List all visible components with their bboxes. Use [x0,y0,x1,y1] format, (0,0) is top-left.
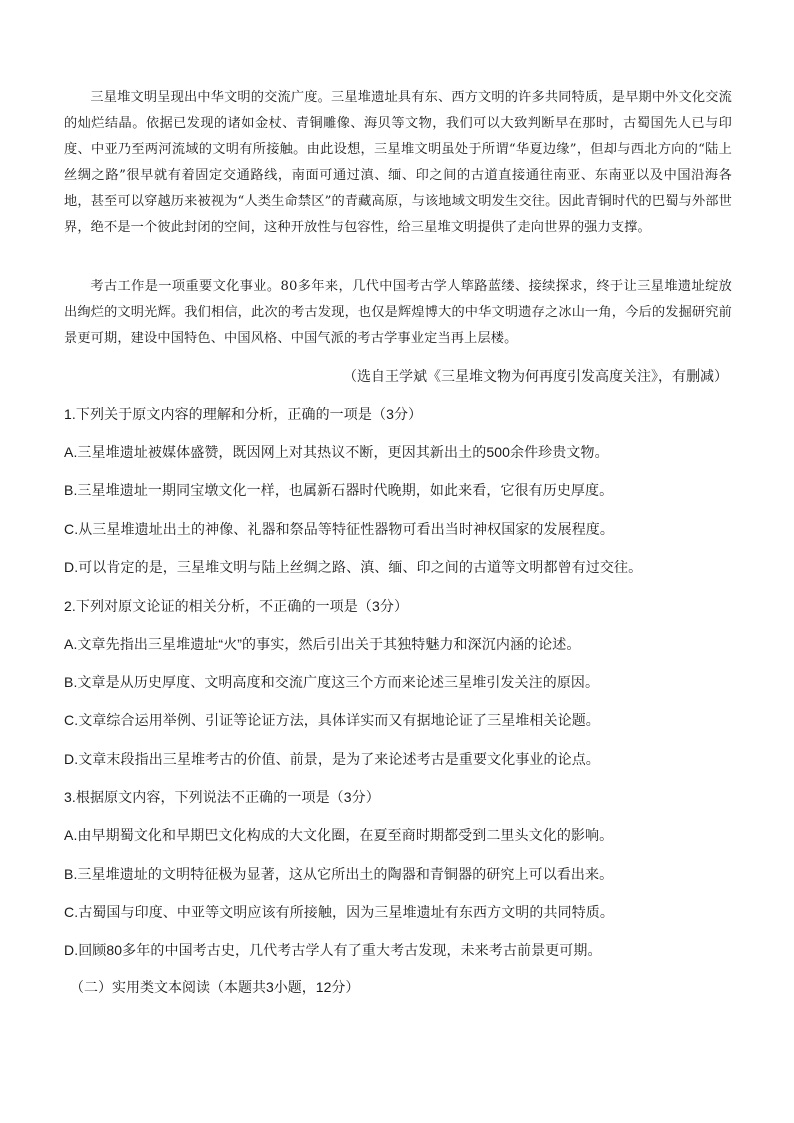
question-3-option-a: A.由早期蜀文化和早期巴文化构成的大文化圈，在夏至商时期都受到二里头文化的影响。 [64,827,614,843]
question-2-option-b: B.文章是从历史厚度、文明高度和交流广度这三个方而来论述三星堆引发关注的原因。 [64,674,600,690]
passage-paragraph-2: 考古工作是一项重要文化事业。80多年来，几代中国考古学人筚路蓝缕、接续探求，终于让三星堆遗址绽放出绚烂的文明光辉。我们相信，此次的考古发现，也仅是辉煌博大的中华文明遗存之冰山一角，今后的发掘研究前景更可期，建设中国特色、中国风格、中国气派的考古学事业定当再上层楼。 [64,279,732,346]
question-3-option-d: D.回顾80多年的中国考古史，几代考古学人有了重大考古发现，未来考古前景更可期。 [64,942,602,958]
section-heading-practical-reading: （二）实用类文本阅读（本题共3小题，12分） [70,979,360,995]
question-3-stem: 3.根据原文内容，下列说法不正确的一项是（3分） [64,789,380,805]
passage-source-citation: （选自王学斌《三星堆文物为何再度引发高度关注》，有删减） [343,368,728,384]
question-2-option-a: A.文章先指出三星堆遗址“火”的事实，然后引出关于其独特魅力和深沉内涵的论述。 [64,636,581,652]
question-2-option-c: C.文章综合运用举例、引证等论证方法，具体详实而又有据地论证了三星堆相关论题。 [64,712,600,728]
passage-paragraph-1: 三星堆文明呈现出中华文明的交流广度。三星堆遗址具有东、西方文明的许多共同特质，是早期中外文化交流的灿烂结晶。依据已发现的诸如金杖、青铜雕像、海贝等文物，我们可以大致判断早在那时，古蜀国先人已与印度、中亚乃至两河流域的文明有所接触。由此设想，三星堆文明虽处于所谓“华夏边缘”，但却与西北方向的“陆上丝绸之路”很早就有着固定交通路线，南面可通过滇、缅、印之间的古道直接通往南亚、东南亚以及中国沿海各地，甚至可以穿越历来被视为“人类生命禁区”的青藏高原，与该地域文明发生交往。因此青铜时代的巴蜀与外部世界，绝不是一个彼此封闭的空间，这种开放性与包容性，给三星堆文明提供了走向世界的强力支撑。 [64,90,732,235]
question-2-option-d: D.文章末段指出三星堆考古的价值、前景，是为了来论述考古是重要文化事业的论点。 [64,751,600,767]
question-1-option-b: B.三星堆遗址一期同宝墩文化一样，也属新石器时代晚期，如此来看，它很有历史厚度。 [64,482,614,498]
question-1-option-a: A.三星堆遗址被媒体盛赞，既因网上对其热议不断，更因其新出土的500余件珍贵文物。 [64,444,609,460]
question-3-option-c: C.古蜀国与印度、中亚等文明应该有所接触，因为三星堆遗址有东西方文明的共同特质。 [64,904,614,920]
question-1-stem: 1.下列关于原文内容的理解和分析，正确的一项是（3分） [64,406,423,422]
question-1-option-d: D.可以肯定的是，三星堆文明与陆上丝绸之路、滇、缅、印之间的古道等文明都曾有过交往。 [64,559,643,575]
question-2-stem: 2.下列对原文论证的相关分析，不正确的一项是（3分） [64,598,409,614]
question-3-option-b: B.三星堆遗址的文明特征极为显著，这从它所出土的陶器和青铜器的研究上可以看出来。 [64,866,614,882]
question-1-option-c: C.从三星堆遗址出土的神像、礼器和祭品等特征性器物可看出当时神权国家的发展程度。 [64,521,614,537]
